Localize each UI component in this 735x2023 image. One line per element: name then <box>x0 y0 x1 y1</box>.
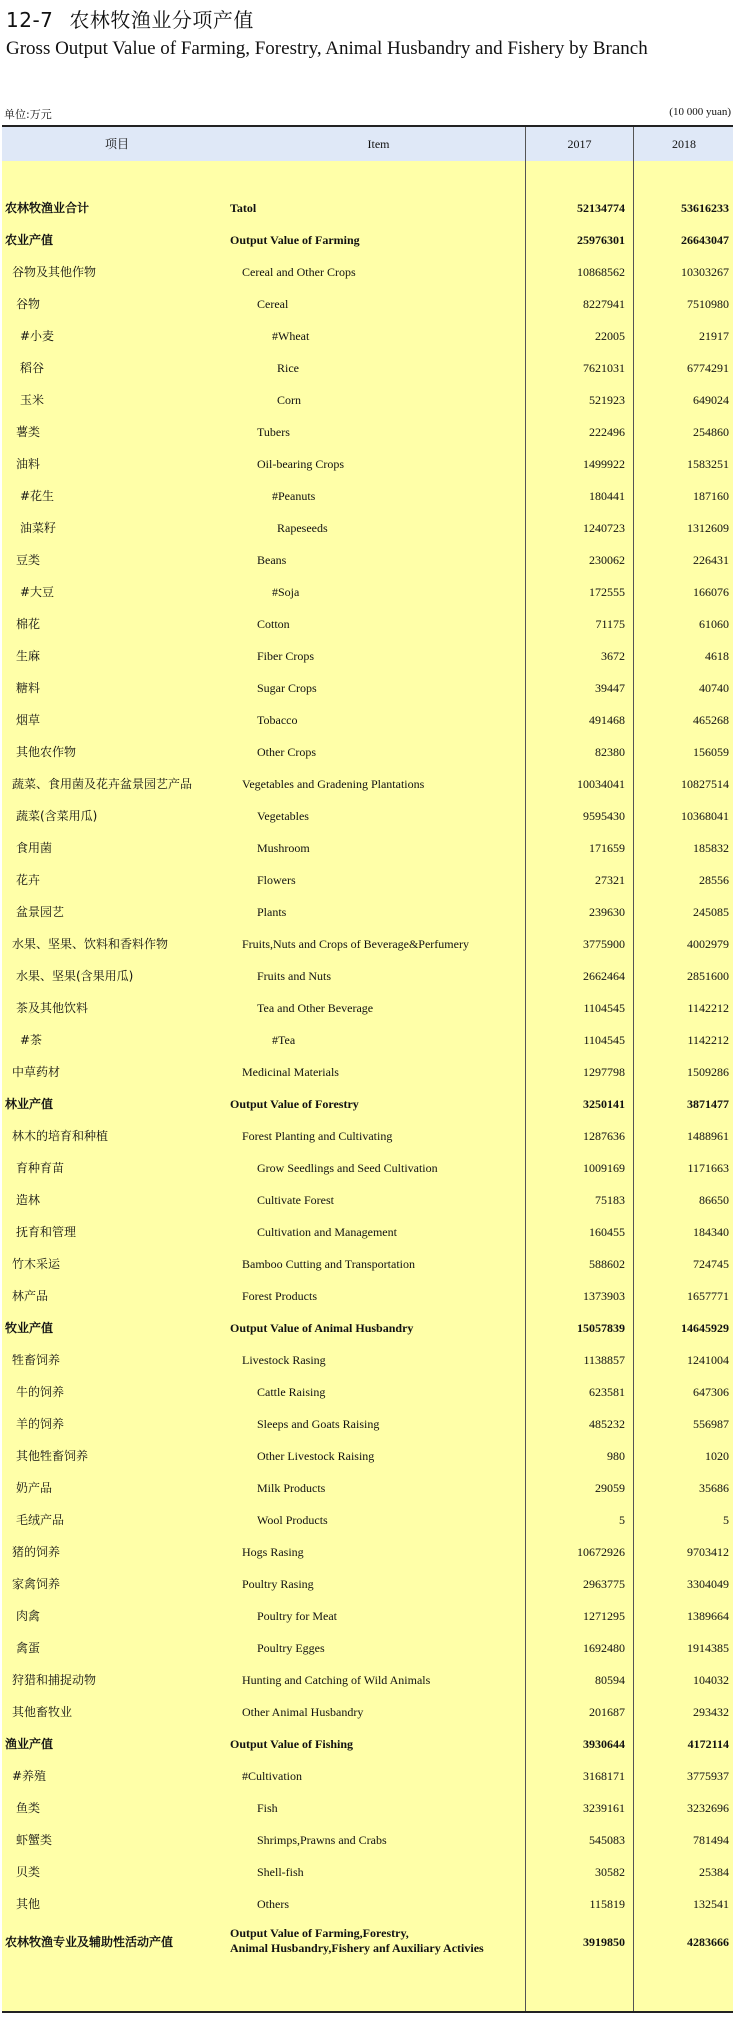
table-row <box>2 1728 733 1760</box>
table-row <box>2 448 733 480</box>
table-row <box>2 512 733 544</box>
row-item-en-line1: Output Value of Farming,Forestry, <box>230 1926 409 1940</box>
value-2018: 40740 <box>699 681 729 695</box>
value-2018: 781494 <box>693 1833 729 1847</box>
value-2018: 226431 <box>693 553 729 567</box>
table-row <box>2 1888 733 1920</box>
row-item-en: Cultivate Forest <box>257 1193 334 1207</box>
row-item-cn: 花卉 <box>16 873 41 887</box>
value-2017: 1009169 <box>583 1161 625 1175</box>
row-item-en: Fruits and Nuts <box>257 969 332 983</box>
value-2017: 75183 <box>595 1193 625 1207</box>
row-item-cn: 猪的饲养 <box>12 1545 61 1559</box>
value-2017: 485232 <box>589 1417 625 1431</box>
value-2017: 22005 <box>595 329 625 343</box>
value-2017: 10868562 <box>577 265 625 279</box>
table-row <box>2 960 733 992</box>
table-row <box>2 1696 733 1728</box>
row-item-cn: 水果、坚果、饮料和香料作物 <box>12 937 169 951</box>
unit-label-cn: 单位:万元 <box>4 108 52 121</box>
row-item-cn: 农林牧渔业合计 <box>5 201 90 215</box>
value-2018: 7510980 <box>687 297 729 311</box>
row-item-en: Output Value of Animal Husbandry <box>230 1321 414 1335</box>
value-2017: 623581 <box>589 1385 625 1399</box>
row-item-cn: 羊的饲养 <box>16 1417 65 1431</box>
value-2018: 647306 <box>693 1385 729 1399</box>
row-item-cn: #大豆 <box>20 585 55 599</box>
row-item-en: Output Value of Forestry <box>230 1097 359 1111</box>
value-2017: 1287636 <box>583 1129 625 1143</box>
table-row <box>2 1472 733 1504</box>
value-2017: 491468 <box>589 713 625 727</box>
table-row <box>2 1184 733 1216</box>
value-2018: 1142212 <box>687 1001 729 1015</box>
row-item-en: #Tea <box>272 1033 296 1047</box>
table-row <box>2 384 733 416</box>
row-item-en: Vegetables and Gradening Plantations <box>242 777 425 791</box>
table-number: 12-7 <box>6 8 54 32</box>
value-2018: 1142212 <box>687 1033 729 1047</box>
table-title-cn <box>6 4 254 33</box>
table-row <box>2 1440 733 1472</box>
value-2017: 1271295 <box>583 1609 625 1623</box>
row-item-en: Flowers <box>257 873 296 887</box>
row-item-cn: 奶产品 <box>16 1481 53 1495</box>
value-2018: 1312609 <box>687 521 729 535</box>
row-item-en: Beans <box>257 553 287 567</box>
table-row <box>2 832 733 864</box>
table-rows <box>2 192 733 1964</box>
row-item-en: Cereal and Other Crops <box>242 265 356 279</box>
row-item-cn: 茶及其他饮料 <box>16 1001 89 1015</box>
value-2017: 545083 <box>589 1833 625 1847</box>
row-item-cn: #养殖 <box>12 1769 47 1783</box>
table-row <box>2 224 733 256</box>
value-2017: 588602 <box>589 1257 625 1271</box>
value-2018: 25384 <box>699 1865 729 1879</box>
value-2017: 1297798 <box>583 1065 625 1079</box>
table-row <box>2 1632 733 1664</box>
header-year-2017: 2017 <box>525 127 633 161</box>
row-item-cn: 林业产值 <box>5 1097 54 1111</box>
table-row <box>2 288 733 320</box>
value-2018: 53616233 <box>681 201 729 215</box>
table-row <box>2 1120 733 1152</box>
table-row <box>2 544 733 576</box>
row-item-cn: 谷物 <box>16 297 41 311</box>
value-2017: 3168171 <box>583 1769 625 1783</box>
row-item-en: Vegetables <box>257 809 309 823</box>
row-item-en: #Soja <box>272 585 300 599</box>
value-2018: 3304049 <box>687 1577 729 1591</box>
value-2018: 28556 <box>699 873 729 887</box>
table-row <box>2 640 733 672</box>
table-row <box>2 1536 733 1568</box>
header-item-en: Item <box>367 137 390 151</box>
row-item-en: Tatol <box>230 201 257 215</box>
value-2017: 222496 <box>589 425 625 439</box>
value-2018: 185832 <box>693 841 729 855</box>
row-item-en: Cotton <box>257 617 290 631</box>
table-row <box>2 1312 733 1344</box>
row-item-cn: 盆景园艺 <box>16 905 65 919</box>
value-2017: 2662464 <box>583 969 625 983</box>
row-item-en: Fiber Crops <box>257 649 314 663</box>
row-item-cn: 稻谷 <box>20 361 45 375</box>
value-2018: 1509286 <box>687 1065 729 1079</box>
value-2018: 3775937 <box>687 1769 729 1783</box>
row-item-en: Fruits,Nuts and Crops of Beverage&Perfumery <box>242 937 469 951</box>
table-row <box>2 928 733 960</box>
table-row <box>2 192 733 224</box>
value-2017: 230062 <box>589 553 625 567</box>
row-item-cn: 虾蟹类 <box>16 1833 53 1847</box>
value-2017: 39447 <box>595 681 625 695</box>
row-item-cn: 造林 <box>16 1193 41 1207</box>
table-header <box>2 125 733 162</box>
row-item-en: #Wheat <box>272 329 310 343</box>
row-item-en: Rice <box>277 361 299 375</box>
row-item-cn: 蔬菜、食用菌及花卉盆景园艺产品 <box>12 777 193 791</box>
value-2018: 4002979 <box>687 937 729 951</box>
row-item-cn: 油料 <box>16 457 41 471</box>
row-item-en: Poultry for Meat <box>257 1609 337 1623</box>
row-item-cn: #小麦 <box>20 329 55 343</box>
row-item-cn: 抚育和管理 <box>16 1225 77 1239</box>
row-item-cn: 蔬菜(含菜用瓜) <box>16 809 98 823</box>
row-item-cn: 育种育苗 <box>16 1161 65 1175</box>
table-row <box>2 608 733 640</box>
row-item-cn: 生麻 <box>16 649 41 663</box>
value-2018: 1583251 <box>687 457 729 471</box>
table-row <box>2 1568 733 1600</box>
table-row <box>2 416 733 448</box>
row-item-en: Medicinal Materials <box>242 1065 339 1079</box>
row-item-en: Milk Products <box>257 1481 326 1495</box>
table-row <box>2 1216 733 1248</box>
value-2017: 1240723 <box>583 521 625 535</box>
row-item-en: Output Value of Fishing <box>230 1737 354 1751</box>
value-2017: 180441 <box>589 489 625 503</box>
row-item-cn: 林木的培育和种植 <box>12 1129 109 1143</box>
value-2017: 3919850 <box>583 1935 625 1949</box>
row-item-cn: 牛的饲养 <box>16 1385 65 1399</box>
row-item-cn: 家禽饲养 <box>12 1577 61 1591</box>
table-row <box>2 1760 733 1792</box>
table-row <box>2 1024 733 1056</box>
value-2018: 1488961 <box>687 1129 729 1143</box>
table-row <box>2 1920 733 1964</box>
row-item-en: Cultivation and Management <box>257 1225 397 1239</box>
row-item-en: Bamboo Cutting and Transportation <box>242 1257 416 1271</box>
row-item-en: Tea and Other Beverage <box>257 1001 374 1015</box>
row-item-en: Shrimps,Prawns and Crabs <box>257 1833 387 1847</box>
value-2017: 239630 <box>589 905 625 919</box>
row-item-cn: 食用菌 <box>16 841 53 855</box>
row-item-cn: 肉禽 <box>16 1609 41 1623</box>
value-2017: 25976301 <box>577 233 625 247</box>
value-2017: 2963775 <box>583 1577 625 1591</box>
row-item-en: Corn <box>277 393 301 407</box>
row-item-en: Other Livestock Raising <box>257 1449 375 1463</box>
value-2018: 10303267 <box>681 265 729 279</box>
table-row <box>2 256 733 288</box>
table-bottom-rule <box>2 2011 733 2013</box>
value-2018: 3232696 <box>687 1801 729 1815</box>
row-item-en <box>230 1920 484 1964</box>
row-item-en: Other Crops <box>257 745 316 759</box>
table-row <box>2 768 733 800</box>
value-2018: 649024 <box>693 393 729 407</box>
row-item-en: Wool Products <box>257 1513 328 1527</box>
row-item-cn: 烟草 <box>16 713 41 727</box>
value-2018: 2851600 <box>687 969 729 983</box>
table-row <box>2 800 733 832</box>
table-row <box>2 1152 733 1184</box>
row-item-cn: 谷物及其他作物 <box>12 265 97 279</box>
table-row <box>2 992 733 1024</box>
row-item-cn: 狩猎和捕捉动物 <box>12 1673 97 1687</box>
table-row <box>2 1664 733 1696</box>
value-2017: 3775900 <box>583 937 625 951</box>
value-2017: 3239161 <box>583 1801 625 1815</box>
value-2017: 15057839 <box>577 1321 625 1335</box>
value-2018: 156059 <box>693 745 729 759</box>
value-2017: 8227941 <box>583 297 625 311</box>
value-2018: 26643047 <box>681 233 729 247</box>
row-item-cn: 牧业产值 <box>5 1321 54 1335</box>
value-2018: 556987 <box>693 1417 729 1431</box>
value-2018: 132541 <box>693 1897 729 1911</box>
table-row <box>2 1824 733 1856</box>
value-2017: 27321 <box>595 873 625 887</box>
row-item-en: Poultry Egges <box>257 1641 325 1655</box>
row-item-cn: 中草药材 <box>12 1065 61 1079</box>
value-2017: 71175 <box>595 617 625 631</box>
row-item-en: Forest Planting and Cultivating <box>242 1129 393 1143</box>
value-2017: 10672926 <box>577 1545 625 1559</box>
table-row <box>2 896 733 928</box>
row-item-cn: #花生 <box>20 489 55 503</box>
value-2017: 30582 <box>595 1865 625 1879</box>
value-2018: 1171663 <box>687 1161 729 1175</box>
value-2017: 82380 <box>595 745 625 759</box>
row-item-cn: 豆类 <box>16 553 41 567</box>
value-2018: 245085 <box>693 905 729 919</box>
value-2017: 1104545 <box>583 1033 625 1047</box>
header-item-cn: 项目 <box>104 137 129 151</box>
value-2018: 9703412 <box>687 1545 729 1559</box>
table-row <box>2 1088 733 1120</box>
value-2017: 115819 <box>589 1897 625 1911</box>
row-item-en: Output Value of Farming <box>230 233 360 247</box>
row-item-en: Shell-fish <box>257 1865 304 1879</box>
value-2018: 184340 <box>693 1225 729 1239</box>
value-2017: 3930644 <box>583 1737 625 1751</box>
value-2017: 3250141 <box>583 1097 625 1111</box>
row-item-cn: 其他 <box>16 1897 41 1911</box>
value-2018: 1914385 <box>687 1641 729 1655</box>
row-item-en: Plants <box>257 905 287 919</box>
value-2018: 10368041 <box>681 809 729 823</box>
row-item-en: Oil-bearing Crops <box>257 457 344 471</box>
row-item-en: Sleeps and Goats Raising <box>257 1417 380 1431</box>
row-item-cn: 竹木采运 <box>12 1257 61 1271</box>
table-row <box>2 1248 733 1280</box>
table-row <box>2 1056 733 1088</box>
value-2018: 465268 <box>693 713 729 727</box>
row-item-en: Sugar Crops <box>257 681 317 695</box>
row-item-en: Grow Seedlings and Seed Cultivation <box>257 1161 438 1175</box>
value-2017: 1104545 <box>583 1001 625 1015</box>
value-2017: 52134774 <box>577 201 625 215</box>
value-2018: 4172114 <box>687 1737 729 1751</box>
value-2017: 980 <box>607 1449 625 1463</box>
table-row <box>2 352 733 384</box>
value-2018: 5 <box>723 1513 729 1527</box>
table-row <box>2 1376 733 1408</box>
row-item-cn: 糖料 <box>16 681 41 695</box>
row-item-cn: 油菜籽 <box>20 521 57 535</box>
table-row <box>2 1344 733 1376</box>
row-item-en: #Peanuts <box>272 489 316 503</box>
value-2017: 7621031 <box>583 361 625 375</box>
value-2018: 86650 <box>699 1193 729 1207</box>
table-row <box>2 1856 733 1888</box>
row-item-cn: 其他农作物 <box>16 745 77 759</box>
value-2018: 4618 <box>705 649 729 663</box>
value-2018: 254860 <box>693 425 729 439</box>
value-2018: 14645929 <box>681 1321 729 1335</box>
value-2018: 61060 <box>699 617 729 631</box>
row-item-cn: 农业产值 <box>5 233 54 247</box>
row-item-cn: 棉花 <box>16 617 41 631</box>
row-item-cn: 其他畜牧业 <box>12 1705 73 1719</box>
value-2018: 1241004 <box>687 1353 729 1367</box>
value-2017: 201687 <box>589 1705 625 1719</box>
value-2017: 172555 <box>589 585 625 599</box>
row-item-en: Rapeseeds <box>277 521 328 535</box>
value-2017: 80594 <box>595 1673 625 1687</box>
row-item-cn: 玉米 <box>20 393 45 407</box>
value-2018: 6774291 <box>687 361 729 375</box>
table-row <box>2 1504 733 1536</box>
value-2017: 1373903 <box>583 1289 625 1303</box>
value-2018: 187160 <box>693 489 729 503</box>
table-row <box>2 864 733 896</box>
row-item-cn: #茶 <box>20 1033 43 1047</box>
row-item-cn: 渔业产值 <box>5 1737 54 1751</box>
value-2018: 104032 <box>693 1673 729 1687</box>
row-item-cn: 薯类 <box>16 425 41 439</box>
value-2018: 724745 <box>693 1257 729 1271</box>
table-row <box>2 672 733 704</box>
value-2018: 293432 <box>693 1705 729 1719</box>
row-item-en-line2: Animal Husbandry,Fishery anf Auxiliary Activies <box>230 1941 484 1955</box>
row-item-cn: 鱼类 <box>16 1801 41 1815</box>
title-cn-text: 农林牧渔业分项产值 <box>69 8 254 32</box>
row-item-cn: 毛绒产品 <box>16 1513 65 1527</box>
value-2018: 35686 <box>699 1481 729 1495</box>
value-2017: 10034041 <box>577 777 625 791</box>
row-item-en: Fish <box>257 1801 278 1815</box>
value-2017: 171659 <box>589 841 625 855</box>
value-2017: 160455 <box>589 1225 625 1239</box>
row-item-cn: 禽蛋 <box>16 1641 41 1655</box>
row-item-en: Other Animal Husbandry <box>242 1705 364 1719</box>
value-2017: 521923 <box>589 393 625 407</box>
row-item-en: Cattle Raising <box>257 1385 326 1399</box>
table-row <box>2 736 733 768</box>
row-item-cn: 贝类 <box>16 1865 41 1879</box>
row-item-cn: 林产品 <box>12 1289 49 1303</box>
table-row <box>2 576 733 608</box>
value-2017: 1499922 <box>583 457 625 471</box>
table-title-en: Gross Output Value of Farming, Forestry, Animal Husbandry and Fishery by Branch <box>6 38 648 59</box>
row-item-en: Livestock Rasing <box>242 1353 326 1367</box>
row-item-en: Hunting and Catching of Wild Animals <box>242 1673 431 1687</box>
table-row <box>2 1792 733 1824</box>
value-2017: 1138857 <box>583 1353 625 1367</box>
row-item-en: Mushroom <box>257 841 310 855</box>
row-item-en: Others <box>257 1897 289 1911</box>
table-row <box>2 1280 733 1312</box>
value-2018: 1657771 <box>687 1289 729 1303</box>
table-row <box>2 1600 733 1632</box>
value-2018: 21917 <box>699 329 729 343</box>
row-item-en: Hogs Rasing <box>242 1545 304 1559</box>
value-2018: 4283666 <box>687 1935 729 1949</box>
table-row <box>2 704 733 736</box>
row-item-en: Cereal <box>257 297 289 311</box>
row-item-cn: 其他牲畜饲养 <box>16 1449 89 1463</box>
table-row <box>2 480 733 512</box>
value-2017: 29059 <box>595 1481 625 1495</box>
row-item-en: #Cultivation <box>242 1769 302 1783</box>
value-2017: 5 <box>619 1513 625 1527</box>
value-2017: 1692480 <box>583 1641 625 1655</box>
value-2018: 166076 <box>693 585 729 599</box>
unit-label-en: (10 000 yuan) <box>669 106 731 118</box>
value-2018: 1020 <box>705 1449 729 1463</box>
value-2018: 10827514 <box>681 777 729 791</box>
table-row <box>2 320 733 352</box>
row-item-en: Poultry Rasing <box>242 1577 314 1591</box>
value-2017: 3672 <box>601 649 625 663</box>
row-item-cn: 农林牧渔专业及辅助性活动产值 <box>5 1935 174 1949</box>
value-2018: 3871477 <box>687 1097 729 1111</box>
header-year-2018: 2018 <box>633 127 734 161</box>
row-item-en: Forest Products <box>242 1289 317 1303</box>
table-row <box>2 1408 733 1440</box>
value-2018: 1389664 <box>687 1609 729 1623</box>
value-2017: 9595430 <box>583 809 625 823</box>
row-item-cn: 牲畜饲养 <box>12 1353 61 1367</box>
row-item-cn: 水果、坚果(含果用瓜) <box>16 969 134 983</box>
row-item-en: Tubers <box>257 425 290 439</box>
row-item-en: Tobacco <box>257 713 298 727</box>
